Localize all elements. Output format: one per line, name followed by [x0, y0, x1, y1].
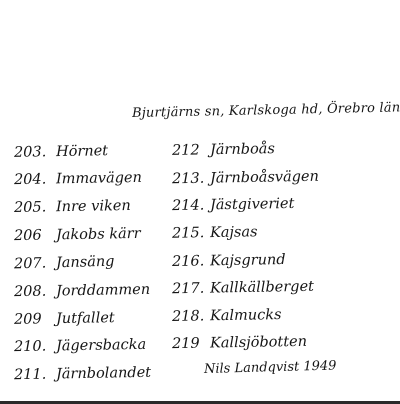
place-entry [172, 225, 258, 241]
place-name: Immavägen [55, 169, 143, 188]
place-name: Kajsgrund [209, 252, 286, 270]
place-entry [172, 142, 275, 158]
place-name: Kalmucks [209, 307, 282, 325]
place-entry [172, 197, 295, 214]
entry-number: 204. [13, 171, 47, 189]
place-name: Kallkällberget [209, 278, 315, 297]
place-entry [14, 171, 142, 188]
entry-number: 219 [171, 335, 200, 353]
place-entry [172, 253, 286, 269]
entry-number: 206 [13, 227, 42, 245]
collector-signature: Nils Landqvist 1949 [203, 358, 337, 377]
place-name: Järnbolandet [55, 364, 152, 383]
place-name: Järnboås [209, 141, 275, 159]
place-entry [14, 199, 131, 216]
entry-number: 214. [171, 197, 205, 215]
place-name: Kallsjöbotten [209, 333, 308, 352]
entry-number: 212 [171, 142, 200, 159]
parish-header: Bjurtjärns sn, Karlskoga hd, Örebro län [131, 100, 400, 121]
place-name: Jorddammen [55, 281, 151, 300]
place-name: Jansäng [55, 253, 115, 272]
entry-number: 218. [171, 308, 205, 325]
place-name: Järnboåsvägen [209, 168, 319, 187]
entry-number: 211. [13, 366, 47, 384]
entry-number: 205. [13, 199, 47, 217]
entry-number: 213. [171, 170, 205, 188]
place-entry [14, 144, 108, 160]
place-name: Kajsas [209, 224, 258, 242]
entry-number: 207. [13, 255, 47, 273]
entry-number: 217. [171, 280, 205, 298]
entry-number: 209 [13, 311, 42, 328]
place-entry [172, 335, 307, 352]
place-name: Jästgiveriet [209, 195, 295, 214]
place-name: Inre viken [55, 197, 131, 216]
place-name: Hörnet [55, 143, 109, 161]
place-entry [172, 308, 282, 324]
entry-number: 210. [13, 338, 47, 356]
place-entry [172, 280, 314, 297]
place-entry [14, 311, 115, 327]
entry-number: 216. [171, 253, 205, 270]
entry-number: 203. [13, 144, 47, 161]
place-name: Jakobs kärr [55, 225, 141, 244]
place-name: Jägersbacka [55, 336, 147, 355]
place-entry [172, 170, 319, 187]
place-name: Jutfallet [55, 310, 115, 328]
place-entry [14, 366, 151, 383]
place-entry [14, 283, 150, 300]
entry-number: 208. [13, 283, 47, 301]
place-entry [14, 227, 141, 244]
entry-number: 215. [171, 225, 205, 242]
place-entry [14, 338, 146, 355]
place-entry [14, 255, 115, 272]
